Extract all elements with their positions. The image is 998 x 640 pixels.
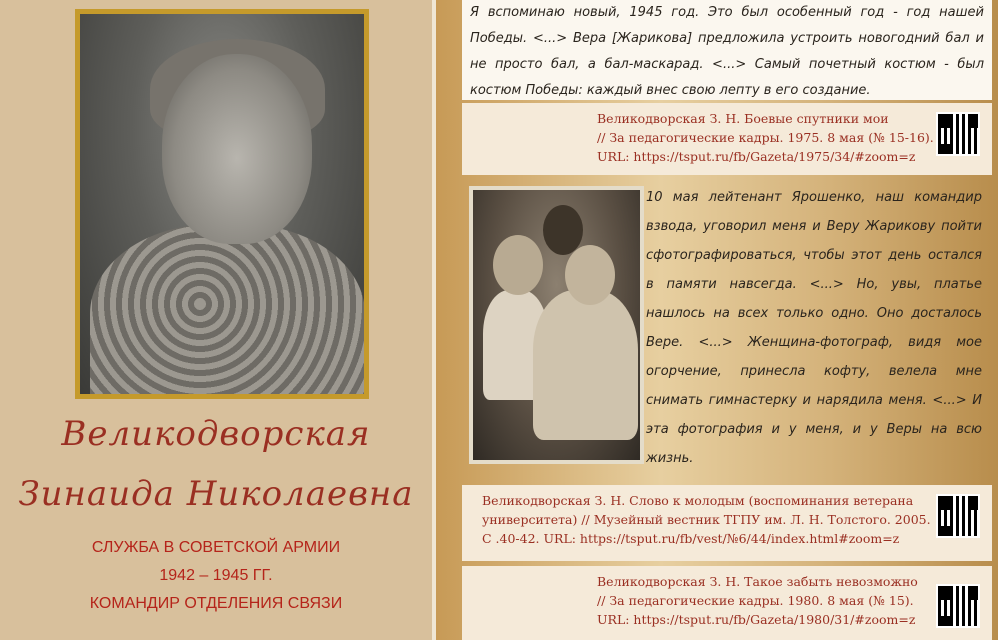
service-title: СЛУЖБА В СОВЕТСКОЙ АРМИИ	[91, 539, 341, 556]
quote-photo	[646, 183, 982, 473]
portrait-photo	[80, 14, 364, 394]
quote-new-year-text: Я вспоминаю новый, 1945 год. Это был особенный год - год нашей Победы. <...> Вера [Жарикова] предложила устроить новогодний бал и не просто бал, а бал-маскарад. <...> Самый почетный костюм - был костюм Победы: каждый внес свою лепту в его создание.	[470, 5, 984, 98]
reference-1-url[interactable]: URL: https://tsput.ru/fb/Gazeta/1975/34/#zoom=z	[597, 149, 916, 164]
quote-photo-text: 10 мая лейтенант Ярошенко, наш командир взвода, уговорил меня и Веру Жарикову пойти сфотографироваться, чтобы этот день остался в памяти навсегда. <...> Но, увы, платье нашлось на всех только одно. Оно досталось Вере. <...> Женщина-фотограф, видя мое огорчение, принесла кофту, велела мне снимать гимнастерку и нарядила меня. <...> И эта фотография и у меня, и у Веры на всю жизнь.	[646, 190, 982, 466]
person-given-names: Зинаида Николаевна	[18, 474, 414, 514]
reference-2	[462, 485, 992, 561]
group-photo-frame	[469, 186, 644, 464]
reference-2-url[interactable]: С .40-42. URL: https://tsput.ru/fb/vest/№6/44/index.html#zoom=z	[482, 531, 900, 546]
reference-2-source: университета) // Музейный вестник ТГПУ им. Л. Н. Толстого. 2005.	[482, 512, 931, 527]
service-role: КОМАНДИР ОТДЕЛЕНИЯ СВЯЗИ	[89, 595, 343, 612]
qr-code-icon[interactable]	[936, 494, 980, 538]
reference-1-source: // За педагогические кадры. 1975. 8 мая (№ 15-16).	[597, 130, 934, 145]
reference-3	[462, 566, 992, 640]
qr-code-icon[interactable]	[936, 584, 980, 628]
person-surname: Великодворская	[61, 414, 371, 454]
reference-1	[462, 103, 992, 175]
service-years: 1942 – 1945 ГГ.	[159, 567, 273, 584]
qr-code-icon[interactable]	[936, 112, 980, 156]
right-panel	[436, 0, 998, 640]
reference-3-title: Великодворская З. Н. Такое забыть невозможно	[597, 574, 918, 589]
portrait-frame	[75, 9, 369, 399]
left-panel	[0, 0, 432, 640]
reference-3-source: // За педагогические кадры. 1980. 8 мая (№ 15).	[597, 593, 914, 608]
reference-1-title: Великодворская З. Н. Боевые спутники мои	[597, 111, 889, 126]
quote-new-year	[462, 0, 992, 100]
reference-2-title: Великодворская З. Н. Слово к молодым (воспоминания ветерана	[482, 493, 914, 508]
group-photo	[473, 190, 640, 460]
reference-3-url[interactable]: URL: https://tsput.ru/fb/Gazeta/1980/31/#zoom=z	[597, 612, 916, 627]
